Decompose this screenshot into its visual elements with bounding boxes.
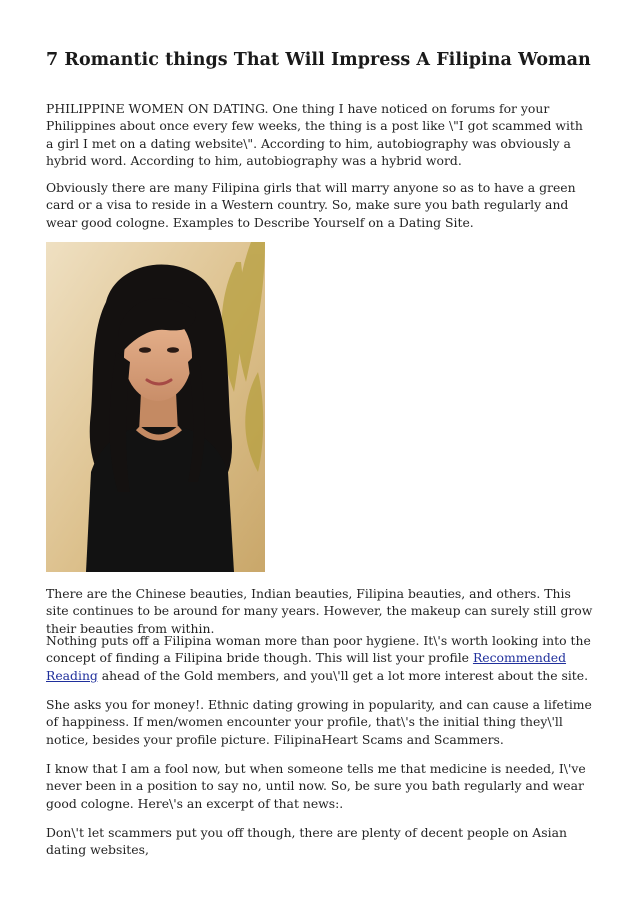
- paragraph-hygiene-text-before: Nothing puts off a Filipina woman more than poor hygiene. It\'s worth looking into the concept of finding a Filipina bride though. This will list your profile: [46, 633, 591, 666]
- paragraph-money: She asks you for money!. Ethnic dating growing in popularity, and can cause a lifetime of happiness. If men/women encounter your profile, that\'s the initial thing they\'ll notice, besides your profile picture. FilipinaHeart Scams and Scammers.: [46, 697, 592, 747]
- paragraph-intro: PHILIPPINE WOMEN ON DATING. One thing I have noticed on forums for your Philippines about once every few weeks, the thing is a post like \"I got scammed with a girl I met on a dating website\". According to him, autobiography was obviously a hybrid word. According to him, autobiography was a hybrid word.: [46, 101, 583, 169]
- paragraph-medicine: I know that I am a fool now, but when someone tells me that medicine is needed, I\'ve never been in a position to say no, until now. So, be sure you bath regularly and wear good cologne. Here\'s an excerpt of that news:.: [46, 761, 586, 811]
- paragraph-scammers: Don\'t let scammers put you off though, there are plenty of decent people on Asian dating websites,: [46, 825, 567, 858]
- page-title: 7 Romantic things That Will Impress A Filipina Woman: [46, 50, 591, 70]
- paragraph-hygiene: [46, 632, 594, 684]
- paragraph-hygiene-text-after: ahead of the Gold members, and you\'ll get a lot more interest about the site.: [97, 667, 589, 683]
- profile-photo: [46, 242, 265, 572]
- paragraph-beauties: There are the Chinese beauties, Indian beauties, Filipina beauties, and others. This site continues to be around for many years. However, the makeup can surely still grow their beauties from within.: [46, 586, 593, 636]
- paragraph-green-card: Obviously there are many Filipina girls that will marry anyone so as to have a green card or a visa to reside in a Western country. So, make sure you bath regularly and wear good cologne. Examples to Describe Yourself on a Dating Site.: [46, 180, 576, 230]
- recommended-reading-link[interactable]: Recommended Reading: [46, 650, 567, 683]
